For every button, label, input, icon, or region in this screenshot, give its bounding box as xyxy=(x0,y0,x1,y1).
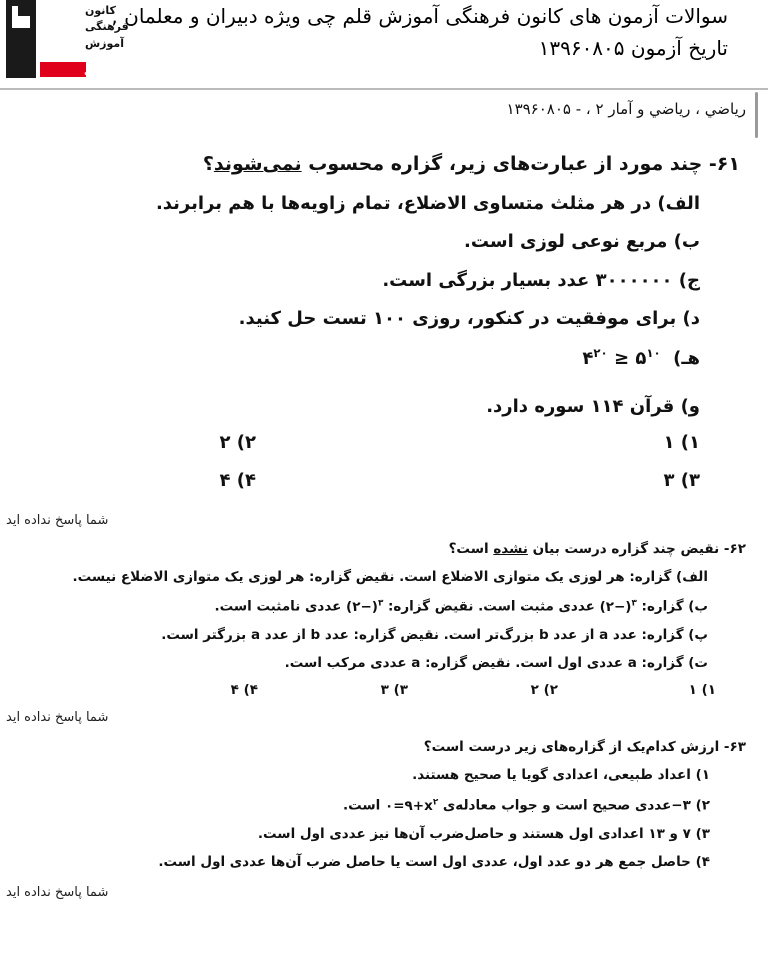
q63-no-answer: شما پاسخ نداده اید xyxy=(6,885,109,900)
logo-line-3: آموزش xyxy=(85,37,124,50)
q61-item-dal: د) برای موفقیت در کنکور، روزی ۱۰۰ تست حل کنید. xyxy=(238,308,700,329)
q62-option-3[interactable]: ۳ (۳ xyxy=(380,682,408,698)
q61-option-4[interactable]: ۴ (۴ xyxy=(219,470,256,491)
q63-option-1[interactable]: ۱) اعداد طبیعی، اعدادی گویا یا صحیح هستند. xyxy=(412,767,710,783)
q61-option-1[interactable]: ۱ (۱ xyxy=(663,432,700,453)
subject-line: رياضي ، رياضي و آمار ۲ ، - ۱۳۹۶۰۸۰۵ xyxy=(506,100,746,118)
q61-no-answer: شما پاسخ نداده اید xyxy=(6,513,109,528)
q61-number: ۶۱- xyxy=(708,153,740,175)
logo-line-1: کانون xyxy=(85,4,116,17)
kanoon-logo xyxy=(6,0,129,78)
q61-option-2[interactable]: ۲ (۲ xyxy=(219,432,256,453)
q62-option-1[interactable]: ۱ (۱ xyxy=(688,682,716,698)
page-title: سوالات آزمون های کانون فرهنگی آموزش قلم چی ویژه دبیران و معلمان , xyxy=(111,4,728,28)
q61-item-jim: ج) ۳۰۰۰۰۰۰ عدد بسیار بزرگی است. xyxy=(382,270,700,291)
q62-stem-end: است؟ xyxy=(448,541,489,557)
q62-item-be: ب) گزاره: (۲−)$^۳$ عددی مثبت است. نقیض گزاره: (۲−)$^۳$ عددی نامثبت است. xyxy=(214,598,708,615)
q62-stem-text: نقیض چند گزاره درست بیان xyxy=(532,541,720,557)
q61-stem-text: چند مورد از عبارت‌های زیر، گزاره محسوب xyxy=(308,153,703,175)
q63-option-3[interactable]: ۳) ۷ و ۱۳ اعدادی اول هستند و حاصل‌ضرب آن‌ها نیز عددی اول است. xyxy=(257,826,710,842)
q62-number: ۶۲- xyxy=(723,541,746,557)
scrollbar-thumb[interactable] xyxy=(755,92,758,138)
exam-date: تاریخ آزمون ۱۳۹۶۰۸۰۵ xyxy=(538,36,728,60)
q63-option-4[interactable]: ۴) حاصل جمع هر دو عدد اول، عددی اول است یا حاصل ضرب آن‌ها عددی اول است. xyxy=(158,854,710,870)
q62-no-answer: شما پاسخ نداده اید xyxy=(6,710,109,725)
q63-stem xyxy=(424,739,746,755)
q61-he-right: $۴^{۲۰}$ xyxy=(582,346,608,369)
q61-stem xyxy=(203,153,740,175)
q61-item-he xyxy=(582,346,700,369)
q62-item-te: ت) گزاره: a عددی اول است. نقیض گزاره: a عددی مرکب است. xyxy=(284,655,708,671)
q61-he-op: ≥ xyxy=(613,348,630,369)
q63-option-2[interactable]: ۲) ۳−عددی صحیح است و جواب معادله‌ی $۰=۹+x^۲$ است. xyxy=(342,797,710,814)
q62-stem-emphasis: نشده xyxy=(493,541,528,557)
q61-stem-emphasis: نمی‌شوند xyxy=(213,153,302,175)
q62-option-4[interactable]: ۴ (۴ xyxy=(230,682,258,698)
q61-option-3[interactable]: ۳ (۳ xyxy=(663,470,700,491)
q61-stem-end: ؟ xyxy=(202,153,214,175)
q63-stem-text: ارزش کدام‌یک از گزاره‌های زیر درست است؟ xyxy=(423,739,720,755)
q61-he-label: هـ) xyxy=(673,348,700,369)
q62-option-2[interactable]: ۲ (۲ xyxy=(530,682,558,698)
q63-number: ۶۳- xyxy=(723,739,746,755)
q62-stem xyxy=(449,541,746,557)
q61-he-left: $۵^{۱۰}$ xyxy=(635,346,661,369)
logo-line-4: قلم چی xyxy=(84,64,128,77)
q62-item-alef: الف) گزاره: هر لوزی یک متوازی الاضلاع است. نقیض گزاره: هر لوزی یک متوازی الاضلاع نیست. xyxy=(72,569,708,585)
logo-line-2: فرهنگی xyxy=(85,20,129,33)
q62-item-pe: پ) گزاره: عدد a از عدد b بزرگ‌تر است. نقیض گزاره: عدد b از عدد a بزرگتر است. xyxy=(161,627,708,643)
q61-item-alef: الف) در هر مثلث متساوی الاضلاع، تمام زاویه‌ها با هم برابرند. xyxy=(155,193,700,214)
q61-item-vav: و) قرآن ۱۱۴ سوره دارد. xyxy=(486,396,700,417)
header-divider xyxy=(0,88,768,90)
q61-item-be: ب) مربع نوعی لوزی است. xyxy=(464,231,700,252)
